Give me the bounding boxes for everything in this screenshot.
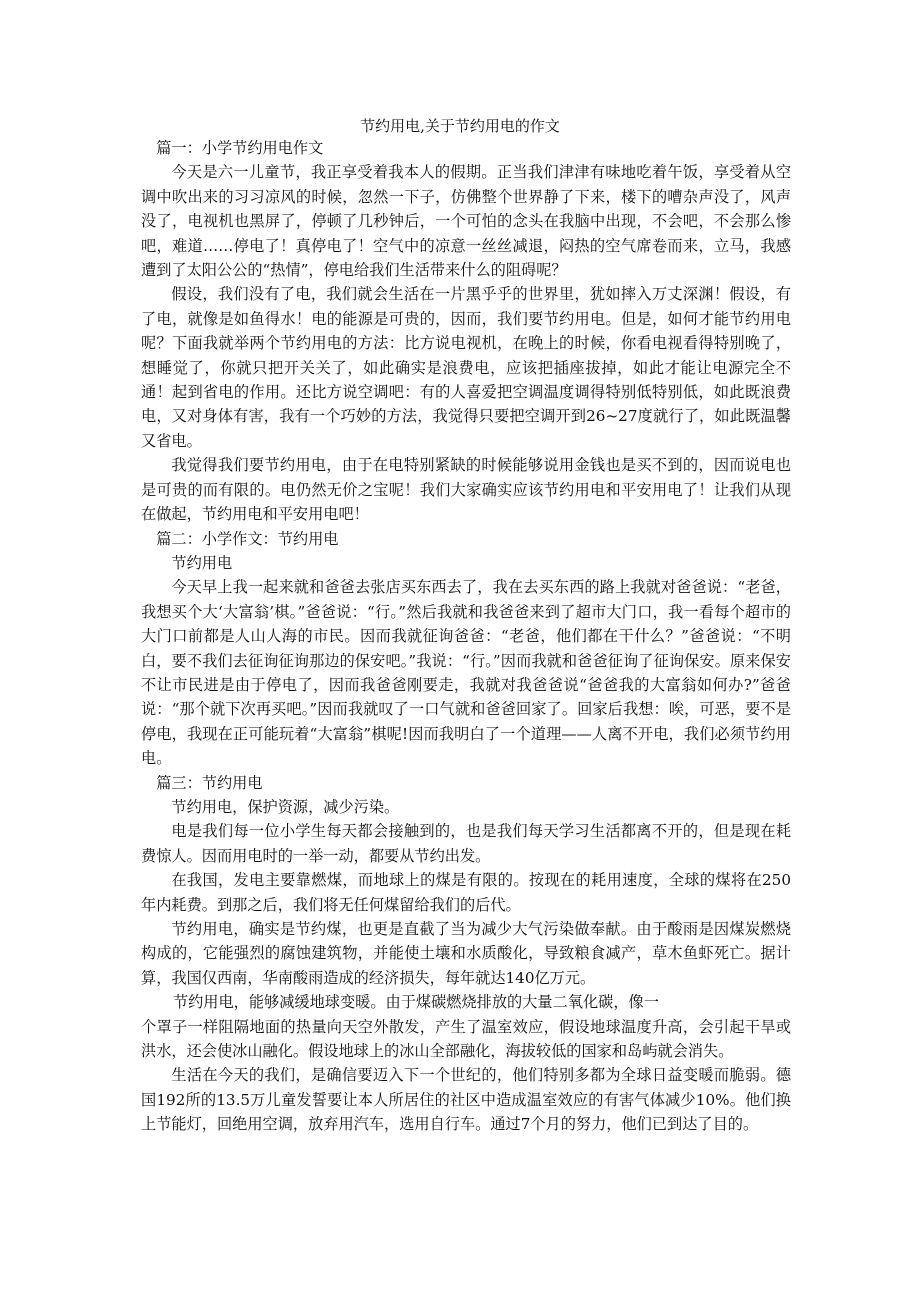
document-title: 节约用电,关于节约用电的作文: [360, 117, 560, 135]
section-1-paragraph-1: 今天是六一儿童节，我正享受着我本人的假期。正当我们津津有味地吃着午饭，享受着从空调中吹出来的习习凉风的时候，忽然一下子，仿佛整个世界静了下来，楼下的嘈杂声没了，风声没了，电视机也黑屏了，停顿了几秒钟后，一个可怕的念头在我脑中出现，不会吧，不会那么惨吧，难道……停电了！真停电了！空气中的凉意一丝丝减退，闷热的空气席卷而来，立马，我感遭到了太阳公公的“热情”，停电给我们生活带来什么的阻碍呢？: [141, 163, 791, 280]
section-3-paragraph-5-first-line: 节约用电，能够减缓地球变暖。由于煤碳燃烧排放的大量二氧化碳，像一: [172, 993, 659, 1012]
section-1-paragraph-3: 我觉得我们要节约用电，由于在电特别紧缺的时候能够说用金钱也是买不到的，因而说电也是可贵的而有限的。电仍然无价之宝呢！我们大家确实应该节约用电和平安用电了！让我们从现在做起，节约用电和平安用电吧！: [141, 456, 791, 524]
section-3-paragraph-2: 电是我们每一位小学生每天都会接触到的，也是我们每天学习生活都离不开的，但是现在耗费惊人。因而用电时的一举一动，都要从节约出发。: [141, 822, 791, 865]
section-3-paragraph-6: 生活在今天的我们，是确信要迈入下一个世纪的，他们特别多都为全球日益变暖而脆弱。德国192所的13.5万儿童发誓要让本人所居住的社区中造成温室效应的有害气体减少10%。他们换上节能灯，回绝用空调，放弃用汽车，选用自行车。通过7个月的努力，他们已到达了目的。: [141, 1066, 791, 1134]
section-3-paragraph-3: 在我国，发电主要靠燃煤，而地球上的煤是有限的。按现在的耗用速度，全球的煤将在250年内耗费。到那之后，我们将无任何煤留给我们的后代。: [141, 871, 791, 914]
section-3-paragraph-4: 节约用电，确实是节约煤，也更是直截了当为减少大气污染做奉献。由于酸雨是因煤炭燃烧构成的，它能强烈的腐蚀建筑物，并能使土壤和水质酸化，导致粮食减产，草木鱼虾死亡。据计算，我国仅西南，华南酸雨造成的经济损失，每年就达140亿万元。: [141, 920, 791, 987]
section-3-paragraph-5-rest: 个罩子一样阻隔地面的热量向天空外散发，产生了温室效应，假设地球温度升高，会引起干旱或洪水，还会使冰山融化。假设地球上的冰山全部融化，海拔较低的国家和岛屿就会消失。: [141, 1017, 791, 1061]
section-2-paragraph-1: 今天早上我一起来就和爸爸去张店买东西去了，我在去买东西的路上我就对爸爸说：“老爸，我想买个大‘大富翁’棋。”爸爸说：“行。”然后我就和我爸爸来到了超市大门口，我一看每个超市的大门口前都是人山人海的市民。因而我就征询爸爸：“老爸，他们都在干什么？”爸爸说：“不明白，要不我们去征询征询那边的保安吧。”我说：“行。”因而我就和爸爸征询了征询保安。原来保安不让市民进是由于停电了，因而我爸爸刚要走，我就对我爸爸说“爸爸我的大富翁如何办?”爸爸说：“那个就下次再买吧。”因而我就叹了一口气就和爸爸回家了。回家后我想：唉，可恶，要不是停电，我现在正可能玩着“大富翁”棋呢!因而我明白了一个道理——人离不开电，我们必须节约用电。: [141, 578, 791, 768]
section-1-paragraph-2: 假设，我们没有了电，我们就会生活在一片黑乎乎的世界里，犹如摔入万丈深渊！假设，有了电，就像是如鱼得水！电的能源是可贵的，因而，我们要节约用电。但是，如何才能节约用电呢？下面我就举两个节约用电的方法：比方说电视机，在晚上的时候，你看电视看得特别晚了，想睡觉了，你就只把开关关了，如此确实是浪费电，应该把插座拔掉，如此才能让电源完全不通！起到省电的作用。还比方说空调吧：有的人喜爱把空调温度调得特别低特别低，如此既浪费电，又对身体有害，我有一个巧妙的方法，我觉得只要把空调开到26~27度就行了，如此既温馨又省电。: [141, 285, 791, 450]
section-2-heading: 篇二：小学作文：节约用电: [156, 529, 339, 548]
section-3-paragraph-1: 节约用电，保护资源，减少污染。: [171, 797, 400, 816]
section-1-heading: 篇一：小学节约用电作文: [156, 139, 324, 157]
document-body: [141, 136, 791, 1137]
section-3-heading: 篇三：节约用电: [156, 773, 263, 792]
section-3-paragraph-5: [141, 990, 791, 1063]
section-2-subheading: 节约用电: [171, 553, 233, 572]
